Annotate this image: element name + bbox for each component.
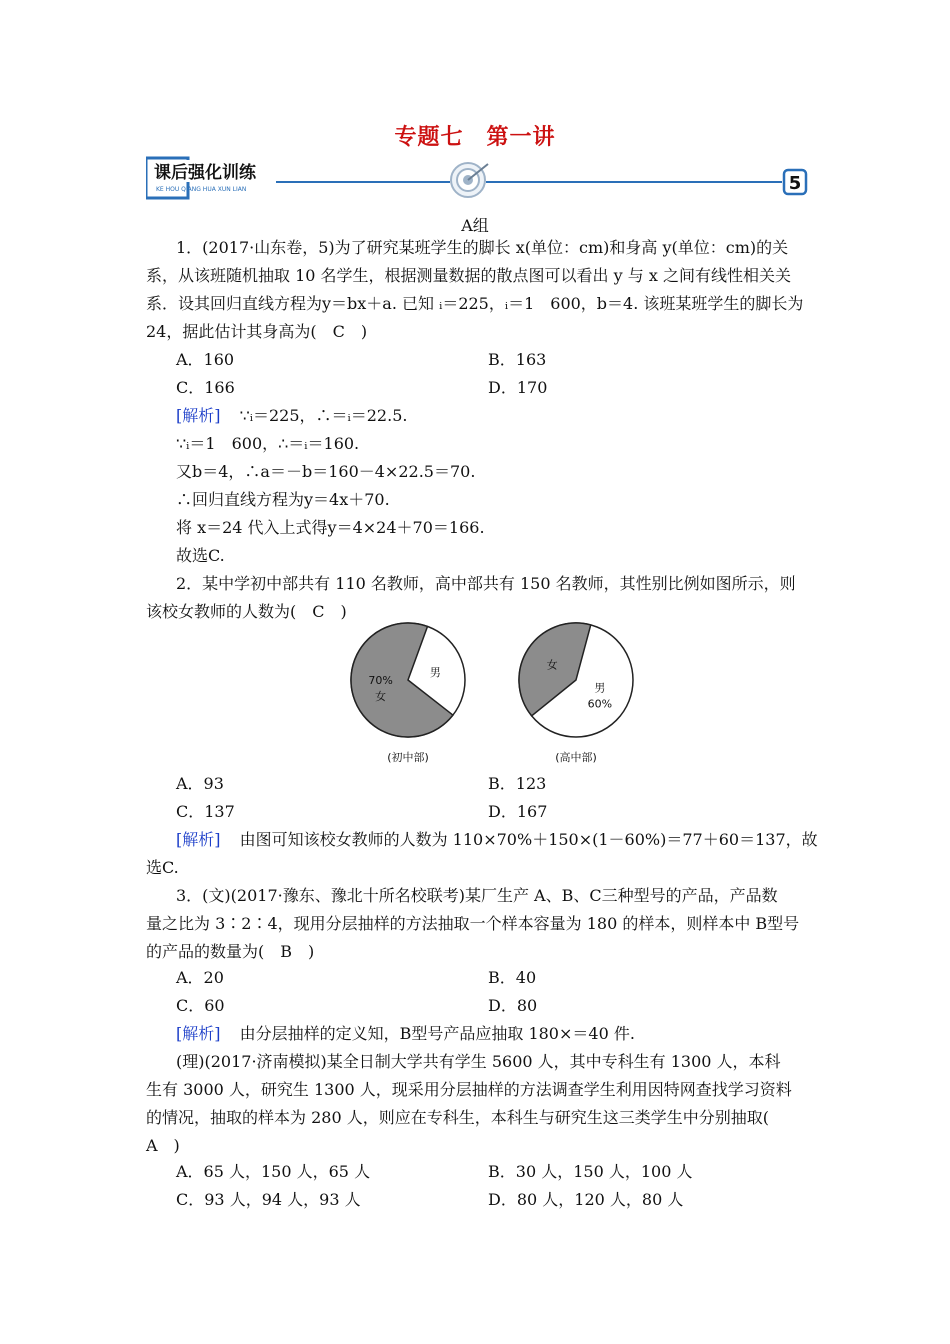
q1-analysis-line: ∵ᵢ＝1 600，∴＝ᵢ＝160.: [176, 434, 360, 453]
pie-label-male: 男: [429, 666, 441, 680]
q2-line: 该校女教师的人数为( C ): [146, 602, 347, 621]
q2-analysis-line: 选C.: [146, 858, 179, 877]
group-heading: A组: [461, 216, 489, 235]
q3-li-option-b: B．30 人，150 人，100 人: [488, 1162, 693, 1181]
q1-analysis-line: 将 x＝24 代入上式得y＝4×24＋70＝166.: [176, 518, 485, 537]
exercise-banner: [146, 156, 808, 202]
pie-title: (初中部): [387, 751, 429, 764]
q1-line: 24，据此估计其身高为( C ): [146, 322, 368, 341]
target-icon: [451, 163, 488, 197]
q2-analysis-text: 由图可知该校女教师的人数为 110×70%＋150×(1－60%)＝77＋60＝137，故: [239, 830, 818, 849]
analysis-tag: [解析]: [176, 830, 221, 849]
q3-analysis-text: 由分层抽样的定义知，B型号产品应抽取 180×＝40 件.: [239, 1024, 635, 1043]
pie-annotation: 60%: [587, 697, 613, 711]
q3-li-option-d: D．80 人，120 人，80 人: [488, 1190, 684, 1209]
q3-option-c: C．60: [176, 996, 225, 1015]
q1-analysis-line: 故选C.: [176, 546, 225, 565]
q1-analysis-line: ∴回归直线方程为y＝4x＋70.: [176, 490, 390, 509]
q2-option-d: D．167: [488, 802, 548, 821]
pie-annotation: 70%: [368, 673, 393, 687]
banner-pinyin-text: KE HOU QIANG HUA XUN LIAN: [156, 186, 247, 193]
q3-li-line: 生有 3000 人，研究生 1300 人，现采用分层抽样的方法调查学生利用因特网查找学习资料: [146, 1080, 792, 1099]
pie-label-female: 女: [375, 689, 387, 703]
pie-label-female: 女: [546, 658, 558, 672]
q3-analysis-line: [176, 1024, 806, 1044]
q2-option-c: C．137: [176, 802, 235, 821]
q3-line: 量之比为 3∶2∶4，现用分层抽样的方法抽取一个样本容量为 180 的样本，则样本中 B型号: [146, 914, 800, 933]
q2-option-b: B．123: [488, 774, 547, 793]
q1-analysis-text: ∵ᵢ＝225，∴＝ᵢ＝22.5.: [239, 406, 408, 425]
q3-li-line: 的情况，抽取的样本为 280 人，则应在专科生，本科生与研究生这三类学生中分别抽取(: [146, 1108, 769, 1127]
q3-option-d: D．80: [488, 996, 538, 1015]
q1-option-c: C．166: [176, 378, 235, 397]
banner-cn-text: 课后强化训练: [154, 163, 256, 183]
pie-label-male: 男: [594, 681, 606, 695]
analysis-tag: [解析]: [176, 1024, 221, 1043]
q3-option-b: B．40: [488, 968, 537, 987]
q3-li-line: A ): [146, 1136, 180, 1155]
q3-option-a: A．20: [176, 968, 224, 987]
pie-title: (高中部): [555, 751, 597, 764]
pie-charts: [340, 622, 640, 772]
banner-number: 5: [788, 173, 802, 194]
q1-option-a: A．160: [176, 350, 235, 369]
q2-analysis-line: [176, 830, 818, 850]
analysis-tag: [解析]: [176, 406, 221, 425]
q3-line: 3．(文)(2017·豫东、豫北十所名校联考)某厂生产 A、B、C三种型号的产品，产品数: [176, 886, 778, 905]
q1-analysis-line: [176, 406, 806, 426]
page-title: 专题七 第一讲: [394, 124, 556, 150]
q2-line: 2．某中学初中部共有 110 名教师，高中部共有 150 名教师，其性别比例如图所示，则: [176, 574, 796, 593]
q3-line: 的产品的数量为( B ): [146, 942, 315, 961]
q1-analysis-line: 又b＝4，∴a＝－b＝160－4×22.5＝70.: [176, 462, 476, 481]
q1-option-d: D．170: [488, 378, 548, 397]
q3-li-line: (理)(2017·济南模拟)某全日制大学共有学生 5600 人，其中专科生有 1300 人，本科: [176, 1052, 781, 1071]
q1-line: 1．(2017·山东卷，5)为了研究某班学生的脚长 x(单位：cm)和身高 y(单位：cm)的关: [176, 238, 789, 257]
q3-li-option-c: C．93 人，94 人，93 人: [176, 1190, 361, 1209]
q2-option-a: A．93: [176, 774, 224, 793]
q1-line: 系，从该班随机抽取 10 名学生，根据测量数据的散点图可以看出 y 与 x 之间有线性相关关: [146, 266, 791, 285]
q1-line: 系．设其回归直线方程为y＝bx＋a. 已知 ᵢ＝225，ᵢ＝1 600，b＝4. 该班某班学生的脚长为: [146, 294, 804, 313]
q3-li-option-a: A．65 人，150 人，65 人: [176, 1162, 371, 1181]
q1-option-b: B．163: [488, 350, 547, 369]
